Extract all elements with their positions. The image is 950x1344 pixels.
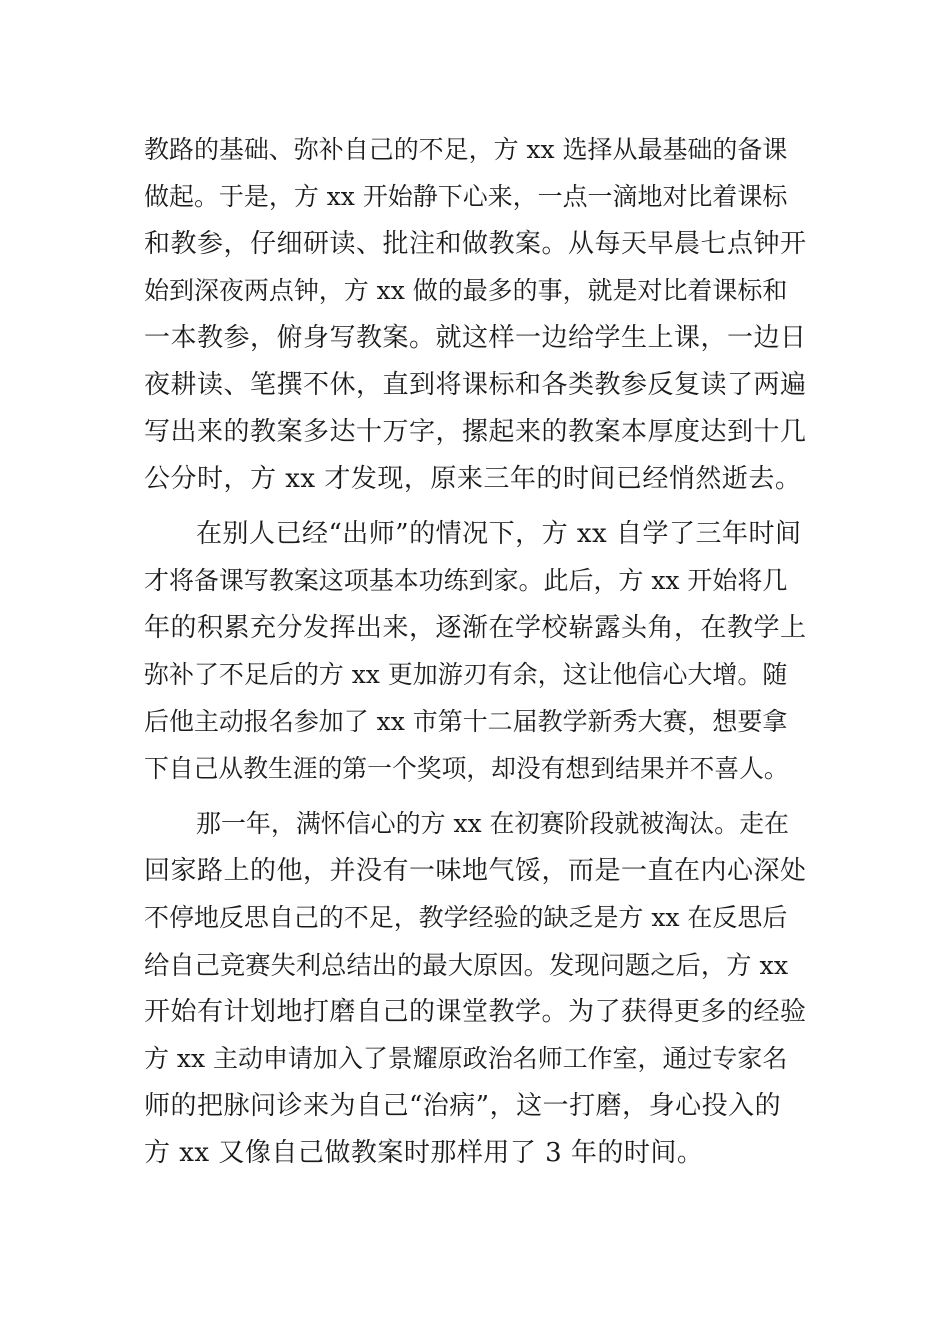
paragraph-line: 后他主动报名参加了 xx 市第十二届教学新秀大赛，想要拿 <box>144 707 788 736</box>
paragraph-line: 公分时，方 xx 才发现，原来三年的时间已经悄然逝去。 <box>144 464 802 494</box>
paragraph-line: 年的积累充分发挥出来，逐渐在学校崭露头角，在教学上 <box>144 613 807 643</box>
paragraph-line: 开始有计划地打磨自己的课堂教学。为了获得更多的经验 <box>144 997 807 1027</box>
paragraph-line: 和教参，仔细研读、批注和做教案。从每天早晨七点钟开 <box>144 229 807 259</box>
paragraph-line: 方 xx 又像自己做教案时那样用了 3 年的时间。 <box>144 1138 704 1168</box>
paragraph-line: 给自己竞赛失利总结出的最大原因。发现问题之后，方 xx <box>144 950 789 980</box>
paragraph-line: 不停地反思自己的不足，教学经验的缺乏是方 xx 在反思后 <box>144 903 788 932</box>
paragraph-line: 那一年，满怀信心的方 xx 在初赛阶段就被淘汰。走在 <box>196 809 789 838</box>
paragraph-line: 在别人已经“出师”的情况下，方 xx 自学了三年时间 <box>196 519 802 549</box>
paragraph-line: 始到深夜两点钟，方 xx 做的最多的事，就是对比着课标和 <box>144 276 788 305</box>
paragraph-line: 方 xx 主动申请加入了景耀原政治名师工作室，通过专家名 <box>144 1044 788 1073</box>
paragraph-line: 师的把脉问诊来为自己“治病”，这一打磨，身心投入的 <box>144 1091 782 1121</box>
paragraph-line: 回家路上的他，并没有一味地气馁，而是一直在内心深处 <box>144 856 807 886</box>
paragraph-line: 弥补了不足后的方 xx 更加游刃有余，这让他信心大增。随 <box>144 660 788 689</box>
paragraph-line: 一本教参，俯身写教案。就这样一边给学生上课，一边日 <box>144 323 807 353</box>
paragraph-line: 才将备课写教案这项基本功练到家。此后，方 xx 开始将几 <box>144 566 788 595</box>
paragraph-line: 写出来的教案多达十万字，摞起来的教案本厚度达到十几 <box>144 417 807 447</box>
paragraph-line: 做起。于是，方 xx 开始静下心来，一点一滴地对比着课标 <box>144 182 788 211</box>
paragraph-line: 夜耕读、笔撰不休，直到将课标和各类教参反复读了两遍 <box>144 370 807 400</box>
paragraph-line: 下自己从教生涯的第一个奖项，却没有想到结果并不喜人。 <box>144 754 789 783</box>
paragraph-line: 教路的基础、弥补自己的不足，方 xx 选择从最基础的备课 <box>144 135 788 164</box>
